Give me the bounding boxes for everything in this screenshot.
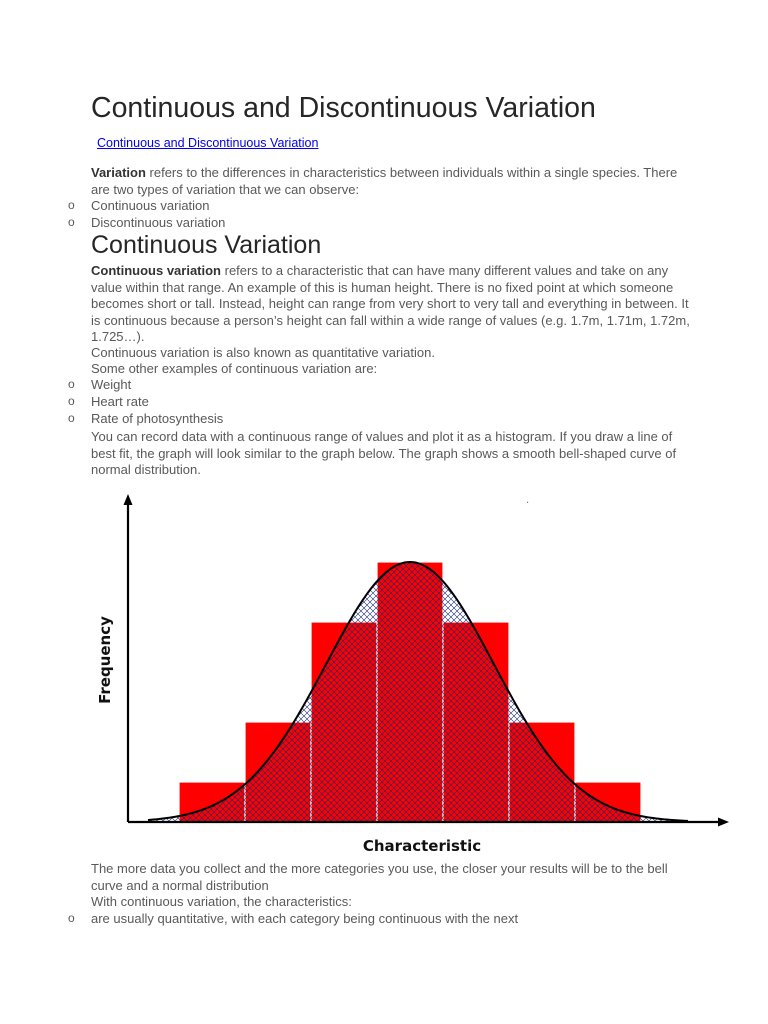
stray-mark: . — [526, 495, 530, 506]
bullet-mark: o — [68, 394, 75, 408]
x-axis-arrow — [718, 818, 729, 827]
y-axis-label: Frequency — [96, 616, 114, 704]
intro-text: refers to the differences in characteristics between individuals within a single species. There are two types of variation that we can observe: — [91, 165, 678, 197]
histogram-paragraph: You can record data with a continuous range of values and plot it as a histogram. If you draw a line of best fit, the graph will look similar to the graph below. The graph shows a smooth bell-shaped curve of normal distribution. — [91, 429, 677, 477]
list-item-text: are usually quantitative, with each category being continuous with the next — [91, 911, 519, 926]
characteristics-intro: With continuous variation, the characteristics: — [91, 894, 352, 909]
bullet-mark: o — [68, 377, 75, 391]
histogram-chart — [88, 488, 738, 858]
definition-text: refers to a characteristic that can have many different values and take on any value within that range. An example of this is human height. There is no fixed point at which someone becomes short or tall. Instead, height can range from very short to very tall and everything in between. It is continuous because a person’s height can fall within a wide range of values (e.g. 1.7m, 1.71m, 1.72m, 1.725…). — [91, 263, 690, 344]
x-axis-label: Characteristic — [362, 837, 482, 855]
y-axis-arrow — [124, 494, 133, 505]
bullet-mark: o — [68, 911, 75, 925]
list-item-text: Discontinuous variation — [91, 215, 226, 230]
list-item-text: Continuous variation — [91, 198, 210, 213]
definition-term: Continuous variation — [91, 263, 221, 278]
intro-term: Variation — [91, 165, 146, 180]
list-item-text: Rate of photosynthesis — [91, 411, 224, 426]
intro-paragraph — [91, 165, 691, 198]
section-heading: Continuous Variation — [91, 231, 322, 259]
bullet-mark: o — [68, 215, 75, 229]
list-item-text: Weight — [91, 377, 132, 392]
bullet-mark: o — [68, 411, 75, 425]
more-data-paragraph: The more data you collect and the more categories you use, the closer your results will be to the bell curve and a normal distribution — [91, 861, 668, 893]
bullet-mark: o — [68, 198, 75, 212]
toc-link[interactable]: Continuous and Discontinuous Variation — [97, 136, 319, 150]
definition-paragraph — [91, 263, 691, 346]
page-title: Continuous and Discontinuous Variation — [91, 92, 596, 124]
also-known-text: Continuous variation is also known as quantitative variation. — [91, 345, 435, 360]
examples-intro: Some other examples of continuous variation are: — [91, 361, 378, 376]
list-item-text: Heart rate — [91, 394, 149, 409]
